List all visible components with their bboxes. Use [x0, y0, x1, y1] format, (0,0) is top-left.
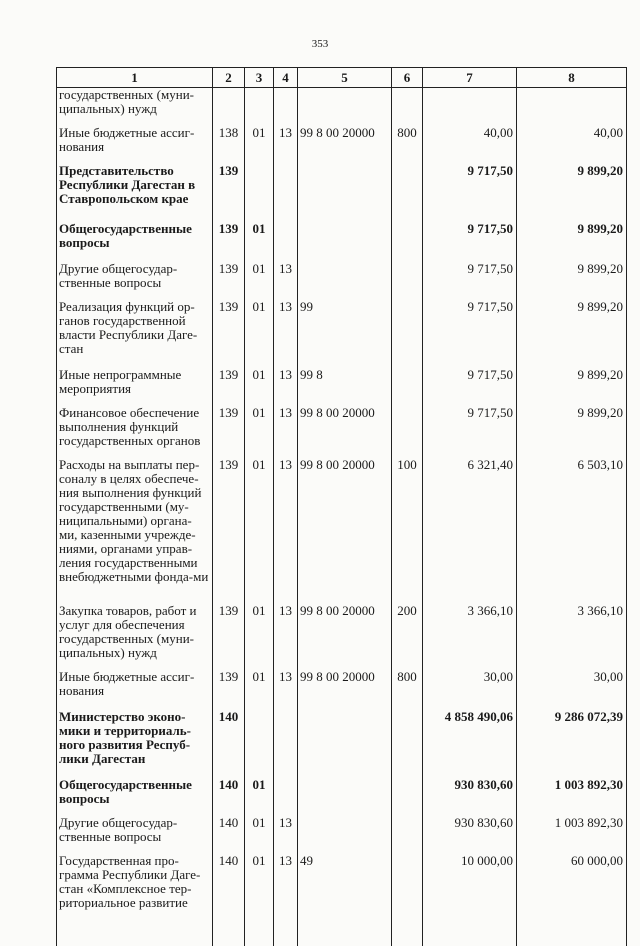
header-col-1: 1 [57, 68, 213, 88]
cell-subsection [274, 220, 298, 260]
cell-name: Закупка товаров, работ и услуг для обеспечения государственных (муни-ципальных) нужд [57, 602, 213, 668]
cell-target-article: 99 8 [298, 366, 392, 404]
cell-amount-year-2: 9 899,20 [517, 162, 627, 220]
cell-ministry-code: 140 [213, 708, 245, 776]
cell-subsection: 13 [274, 124, 298, 162]
cell-target-article [298, 88, 392, 125]
table-row [57, 162, 627, 220]
cell-ministry-code: 139 [213, 602, 245, 668]
cell-subsection: 13 [274, 668, 298, 708]
cell-ministry-code: 139 [213, 220, 245, 260]
cell-section: 01 [245, 814, 274, 852]
table-row [57, 456, 627, 602]
cell-expense-type [392, 366, 423, 404]
cell-amount-year-1: 40,00 [423, 124, 517, 162]
header-col-3: 3 [245, 68, 274, 88]
table-row [57, 366, 627, 404]
cell-amount-year-2: 9 899,20 [517, 366, 627, 404]
cell-amount-year-1: 9 717,50 [423, 404, 517, 456]
cell-target-article: 99 8 00 20000 [298, 404, 392, 456]
cell-section: 01 [245, 260, 274, 298]
cell-subsection [274, 776, 298, 814]
cell-ministry-code: 140 [213, 776, 245, 814]
cell-name: государственных (муни-ципальных) нужд [57, 88, 213, 125]
cell-amount-year-2 [517, 88, 627, 125]
cell-target-article: 99 8 00 20000 [298, 456, 392, 602]
table-row [57, 708, 627, 776]
cell-expense-type: 100 [392, 456, 423, 602]
cell-section: 01 [245, 852, 274, 946]
cell-expense-type: 200 [392, 602, 423, 668]
cell-name: Иные бюджетные ассиг-нования [57, 668, 213, 708]
cell-amount-year-2: 9 899,20 [517, 404, 627, 456]
table-body [57, 88, 627, 946]
budget-table-container [56, 67, 627, 946]
cell-amount-year-1: 930 830,60 [423, 814, 517, 852]
cell-section: 01 [245, 298, 274, 366]
cell-section: 01 [245, 776, 274, 814]
cell-target-article [298, 708, 392, 776]
cell-subsection: 13 [274, 404, 298, 456]
cell-ministry-code: 139 [213, 298, 245, 366]
cell-subsection [274, 162, 298, 220]
cell-section: 01 [245, 602, 274, 668]
cell-expense-type [392, 298, 423, 366]
cell-subsection [274, 708, 298, 776]
cell-ministry-code: 139 [213, 366, 245, 404]
table-row [57, 668, 627, 708]
cell-ministry-code: 140 [213, 852, 245, 946]
cell-expense-type [392, 708, 423, 776]
cell-section [245, 162, 274, 220]
cell-ministry-code: 139 [213, 162, 245, 220]
header-col-7: 7 [423, 68, 517, 88]
cell-amount-year-2: 30,00 [517, 668, 627, 708]
cell-amount-year-2: 3 366,10 [517, 602, 627, 668]
cell-ministry-code: 139 [213, 260, 245, 298]
cell-amount-year-1: 9 717,50 [423, 260, 517, 298]
cell-target-article [298, 162, 392, 220]
cell-name: Представительство Республики Дагестан в Ставропольском крае [57, 162, 213, 220]
cell-name: Иные непрограммные мероприятия [57, 366, 213, 404]
cell-ministry-code: 139 [213, 456, 245, 602]
table-row [57, 220, 627, 260]
cell-subsection: 13 [274, 852, 298, 946]
cell-amount-year-1: 30,00 [423, 668, 517, 708]
cell-ministry-code: 139 [213, 404, 245, 456]
cell-ministry-code: 139 [213, 668, 245, 708]
cell-name: Другие общегосудар-ственные вопросы [57, 814, 213, 852]
cell-expense-type [392, 814, 423, 852]
cell-section: 01 [245, 668, 274, 708]
cell-name: Другие общегосудар-ственные вопросы [57, 260, 213, 298]
cell-amount-year-1: 10 000,00 [423, 852, 517, 946]
cell-amount-year-2: 9 899,20 [517, 260, 627, 298]
cell-amount-year-2: 9 286 072,39 [517, 708, 627, 776]
cell-amount-year-1: 6 321,40 [423, 456, 517, 602]
table-row [57, 124, 627, 162]
header-col-5: 5 [298, 68, 392, 88]
page-number: 353 [0, 38, 640, 50]
table-row [57, 814, 627, 852]
header-col-8: 8 [517, 68, 627, 88]
cell-expense-type: 800 [392, 668, 423, 708]
cell-target-article: 99 [298, 298, 392, 366]
cell-target-article [298, 260, 392, 298]
cell-name: Финансовое обеспечение выполнения функций государственных органов [57, 404, 213, 456]
cell-target-article: 49 [298, 852, 392, 946]
cell-section: 01 [245, 456, 274, 602]
cell-amount-year-2: 60 000,00 [517, 852, 627, 946]
cell-target-article: 99 8 00 20000 [298, 124, 392, 162]
cell-subsection [274, 88, 298, 125]
cell-name: Расходы на выплаты пер-соналу в целях обеспече-ния выполнения функций государственными (му-ниципальными) органа-ми, казенными учрежде-ниями, органами управ-ления государственными внебюджетными фонда-ми [57, 456, 213, 602]
table-header-row [57, 68, 627, 88]
cell-target-article [298, 220, 392, 260]
cell-subsection: 13 [274, 814, 298, 852]
cell-amount-year-1: 3 366,10 [423, 602, 517, 668]
table-row [57, 298, 627, 366]
header-col-2: 2 [213, 68, 245, 88]
cell-expense-type [392, 260, 423, 298]
cell-section: 01 [245, 220, 274, 260]
cell-name: Государственная про-грамма Республики Даге-стан «Комплексное тер-риториальное развитие [57, 852, 213, 946]
cell-target-article: 99 8 00 20000 [298, 602, 392, 668]
cell-ministry-code: 138 [213, 124, 245, 162]
cell-amount-year-1: 9 717,50 [423, 162, 517, 220]
table-row [57, 602, 627, 668]
cell-expense-type [392, 162, 423, 220]
cell-section: 01 [245, 366, 274, 404]
cell-amount-year-1: 9 717,50 [423, 220, 517, 260]
cell-amount-year-1: 9 717,50 [423, 366, 517, 404]
table-row [57, 776, 627, 814]
cell-subsection: 13 [274, 298, 298, 366]
cell-expense-type [392, 220, 423, 260]
cell-name: Реализация функций ор-ганов государственной власти Республики Даге-стан [57, 298, 213, 366]
table-row [57, 88, 627, 125]
cell-name: Общегосударственные вопросы [57, 220, 213, 260]
cell-amount-year-2: 40,00 [517, 124, 627, 162]
table-row [57, 852, 627, 946]
cell-subsection: 13 [274, 260, 298, 298]
cell-subsection: 13 [274, 602, 298, 668]
cell-amount-year-2: 9 899,20 [517, 220, 627, 260]
table-row [57, 260, 627, 298]
cell-ministry-code: 140 [213, 814, 245, 852]
cell-ministry-code [213, 88, 245, 125]
budget-table [56, 67, 627, 946]
cell-section [245, 708, 274, 776]
cell-amount-year-1: 4 858 490,06 [423, 708, 517, 776]
cell-amount-year-2: 1 003 892,30 [517, 814, 627, 852]
cell-section: 01 [245, 124, 274, 162]
cell-target-article [298, 776, 392, 814]
cell-expense-type [392, 404, 423, 456]
header-col-4: 4 [274, 68, 298, 88]
cell-amount-year-2: 1 003 892,30 [517, 776, 627, 814]
cell-section [245, 88, 274, 125]
cell-amount-year-1: 930 830,60 [423, 776, 517, 814]
cell-target-article: 99 8 00 20000 [298, 668, 392, 708]
cell-expense-type [392, 776, 423, 814]
header-col-6: 6 [392, 68, 423, 88]
cell-name: Иные бюджетные ассиг-нования [57, 124, 213, 162]
cell-expense-type [392, 88, 423, 125]
cell-target-article [298, 814, 392, 852]
cell-amount-year-1: 9 717,50 [423, 298, 517, 366]
cell-section: 01 [245, 404, 274, 456]
cell-amount-year-2: 6 503,10 [517, 456, 627, 602]
cell-expense-type: 800 [392, 124, 423, 162]
cell-amount-year-2: 9 899,20 [517, 298, 627, 366]
table-row [57, 404, 627, 456]
cell-name: Министерство эконо-мики и территориаль-ного развития Респуб-лики Дагестан [57, 708, 213, 776]
cell-subsection: 13 [274, 456, 298, 602]
cell-amount-year-1 [423, 88, 517, 125]
cell-expense-type [392, 852, 423, 946]
cell-subsection: 13 [274, 366, 298, 404]
cell-name: Общегосударственные вопросы [57, 776, 213, 814]
